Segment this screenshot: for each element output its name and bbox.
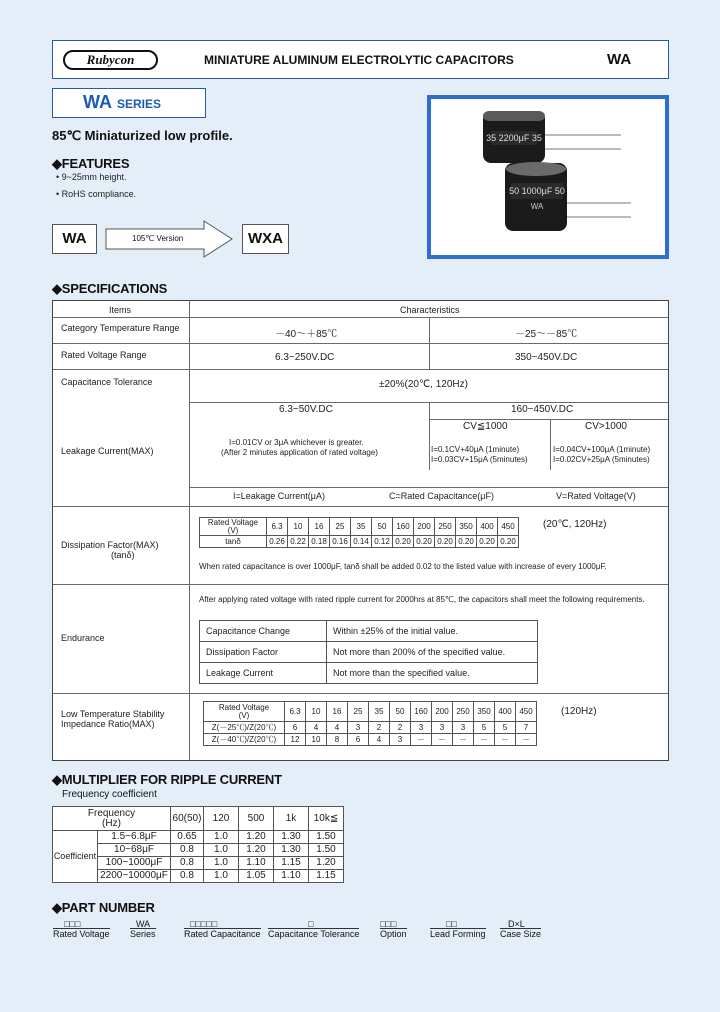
ripple-frequency: 500 bbox=[239, 807, 274, 831]
low-temp-head-cell bbox=[204, 702, 285, 722]
endurance-req: Not more than 200% of the specified value. bbox=[327, 642, 538, 663]
dissipation-row-label: tanδ bbox=[200, 536, 267, 548]
dissipation-value: 0.20 bbox=[435, 536, 456, 548]
low-temp-value: 3 bbox=[348, 722, 369, 734]
low-temp-voltage: 25 bbox=[348, 702, 369, 722]
part-number-label: Case Size bbox=[500, 929, 542, 939]
low-temp-voltage: 350 bbox=[474, 702, 495, 722]
ripple-frequency: 120 bbox=[204, 807, 239, 831]
low-temp-voltage: 450 bbox=[516, 702, 537, 722]
ripple-range: 1.5~6.8μF bbox=[98, 831, 171, 844]
ripple-value: 1.0 bbox=[204, 831, 239, 844]
dissipation-note: When rated capacitance is over 1000μF, tanδ shall be added 0.02 to the listed value with increase of every 1000μF. bbox=[199, 562, 607, 571]
ripple-value: 1.10 bbox=[274, 870, 309, 883]
low-temp-value: 12 bbox=[285, 734, 306, 746]
leakage-low-line1: I=0.01CV or 3μA whichever is greater. bbox=[229, 438, 364, 447]
dissipation-voltage: 350 bbox=[456, 518, 477, 536]
endurance-item: Leakage Current bbox=[200, 663, 327, 684]
ripple-subheading: Frequency coefficient bbox=[62, 789, 157, 800]
category-temp-right: －25～－85℃ bbox=[515, 329, 578, 340]
part-number-code: □□ bbox=[446, 919, 457, 929]
ripple-value: 1.15 bbox=[274, 857, 309, 870]
low-temp-value: 8 bbox=[327, 734, 348, 746]
capacitance-tolerance-value: ±20%(20℃, 120Hz) bbox=[379, 379, 468, 390]
dissipation-value: 0.16 bbox=[330, 536, 351, 548]
leakage-cv-low-line1: I=0.1CV+40μA (1minute) bbox=[431, 445, 520, 454]
low-temp-value: － bbox=[495, 734, 516, 746]
low-temp-label-sub: Impedance Ratio(MAX) bbox=[61, 719, 155, 729]
dissipation-voltage: 450 bbox=[498, 518, 519, 536]
header-bar bbox=[52, 40, 669, 79]
dissipation-label: Dissipation Factor(MAX) bbox=[61, 540, 159, 550]
part-number-code: D×L bbox=[508, 919, 525, 929]
category-temp-label: Category Temperature Range bbox=[61, 323, 180, 333]
dissipation-voltage: 160 bbox=[393, 518, 414, 536]
dissipation-value: 0.20 bbox=[477, 536, 498, 548]
ripple-value: 0.65 bbox=[171, 831, 204, 844]
low-temp-voltage: 50 bbox=[390, 702, 411, 722]
ripple-value: 1.20 bbox=[239, 831, 274, 844]
endurance-table bbox=[199, 620, 538, 684]
ripple-value: 1.0 bbox=[204, 870, 239, 883]
ripple-heading: ◆MULTIPLIER FOR RIPPLE CURRENT bbox=[52, 772, 282, 787]
capacitance-tolerance-label: Capacitance Tolerance bbox=[61, 377, 153, 387]
capacitor-illustration bbox=[431, 99, 665, 255]
low-temp-value: 4 bbox=[306, 722, 327, 734]
part-number-label: Rated Voltage bbox=[53, 929, 110, 939]
dissipation-value: 0.12 bbox=[372, 536, 393, 548]
leakage-legend-c: C=Rated Capacitance(μF) bbox=[389, 491, 494, 501]
part-number-label: Rated Capacitance bbox=[184, 929, 261, 939]
part-number-heading: ◆PART NUMBER bbox=[52, 900, 155, 915]
low-temp-value: 2 bbox=[369, 722, 390, 734]
low-temp-value: － bbox=[432, 734, 453, 746]
ripple-value: 1.10 bbox=[239, 857, 274, 870]
ripple-head-line2: (Hz) bbox=[102, 817, 121, 829]
ripple-frequency: 1k bbox=[274, 807, 309, 831]
ripple-value: 1.50 bbox=[309, 831, 344, 844]
leakage-label: Leakage Current(MAX) bbox=[61, 446, 154, 456]
part-number-code: □□□□□ bbox=[190, 919, 218, 929]
dissipation-value: 0.26 bbox=[267, 536, 288, 548]
leakage-cv-low-line2: I=0.03CV+15μA (5minutes) bbox=[431, 455, 528, 464]
low-temp-value: － bbox=[516, 734, 537, 746]
low-temp-voltage: 35 bbox=[369, 702, 390, 722]
ripple-value: 1.30 bbox=[274, 844, 309, 857]
part-number-code: □ bbox=[308, 919, 314, 929]
specifications-heading: ◆SPECIFICATIONS bbox=[52, 281, 168, 296]
dissipation-value: 0.20 bbox=[498, 536, 519, 548]
feature-item: • 9~25mm height. bbox=[56, 172, 127, 182]
low-temp-value: 6 bbox=[348, 734, 369, 746]
low-temp-value: 3 bbox=[411, 722, 432, 734]
endurance-intro: After applying rated voltage with rated ripple current for 2000hrs at 85℃, the capacitors shall meet the following requirements. bbox=[199, 595, 645, 604]
low-temp-value: 5 bbox=[495, 722, 516, 734]
dissipation-voltage: 200 bbox=[414, 518, 435, 536]
dissipation-condition: (20℃, 120Hz) bbox=[543, 519, 607, 530]
leakage-cv-low: CV≦1000 bbox=[463, 421, 508, 432]
part-number-code: □□□ bbox=[380, 919, 397, 929]
low-temp-head-line2: (V) bbox=[238, 710, 250, 720]
dissipation-value: 0.22 bbox=[288, 536, 309, 548]
low-temp-value: 6 bbox=[285, 722, 306, 734]
leakage-low-line2: (After 2 minutes application of rated voltage) bbox=[221, 448, 378, 457]
low-temp-voltage: 6.3 bbox=[285, 702, 306, 722]
low-temp-value: 4 bbox=[327, 722, 348, 734]
dissipation-value: 0.20 bbox=[393, 536, 414, 548]
part-number-label: Lead Forming bbox=[430, 929, 486, 939]
dissipation-voltage: 400 bbox=[477, 518, 498, 536]
brand-logo: Rubycon bbox=[63, 50, 158, 70]
low-temp-voltage: 160 bbox=[411, 702, 432, 722]
upgrade-from-box: WA bbox=[52, 224, 97, 254]
ripple-value: 1.15 bbox=[309, 870, 344, 883]
part-number-code: □□□ bbox=[64, 919, 81, 929]
rated-voltage-left: 6.3~250V.DC bbox=[275, 352, 335, 363]
rated-voltage-right: 350~450V.DC bbox=[515, 352, 578, 363]
low-temp-value: 3 bbox=[432, 722, 453, 734]
dissipation-table bbox=[199, 517, 519, 548]
dissipation-voltage: 35 bbox=[351, 518, 372, 536]
dissipation-value: 0.20 bbox=[456, 536, 477, 548]
cap1-marking: 35 2200μF 35 bbox=[486, 133, 542, 143]
dissipation-head-cell bbox=[200, 518, 267, 536]
dissipation-voltage: 25 bbox=[330, 518, 351, 536]
low-temp-voltage: 10 bbox=[306, 702, 327, 722]
ripple-value: 0.8 bbox=[171, 857, 204, 870]
ripple-value: 0.8 bbox=[171, 844, 204, 857]
ripple-table bbox=[52, 806, 344, 883]
low-temp-value: － bbox=[474, 734, 495, 746]
ripple-value: 1.05 bbox=[239, 870, 274, 883]
upgrade-to-box: WXA bbox=[242, 224, 289, 254]
endurance-item: Capacitance Change bbox=[200, 621, 327, 642]
series-badge bbox=[52, 88, 206, 118]
ripple-value: 1.20 bbox=[309, 857, 344, 870]
ripple-coef-label: Coefficient bbox=[53, 831, 98, 883]
low-temp-value: 7 bbox=[516, 722, 537, 734]
low-temp-voltage: 250 bbox=[453, 702, 474, 722]
part-number-label: Series bbox=[130, 929, 156, 939]
series-code: WA bbox=[607, 51, 632, 68]
part-number-label: Capacitance Tolerance bbox=[268, 929, 360, 939]
dissipation-head-line2: (V) bbox=[227, 525, 239, 535]
part-number-label: Option bbox=[380, 929, 407, 939]
low-temp-value: 4 bbox=[369, 734, 390, 746]
series-mark: WA bbox=[530, 202, 544, 211]
low-temp-value: 5 bbox=[474, 722, 495, 734]
specifications-table bbox=[52, 300, 669, 761]
endurance-item: Dissipation Factor bbox=[200, 642, 327, 663]
category-temp-left: －40～＋85℃ bbox=[275, 329, 338, 340]
col-items-header: Items bbox=[109, 305, 132, 315]
page-title: MINIATURE ALUMINUM ELECTROLYTIC CAPACITORS bbox=[204, 53, 514, 67]
low-temp-voltage: 200 bbox=[432, 702, 453, 722]
leakage-cv-high-line2: I=0.02CV+25μA (5minutes) bbox=[553, 455, 650, 464]
low-temp-table bbox=[203, 701, 537, 746]
leakage-legend-v: V=Rated Voltage(V) bbox=[556, 491, 636, 501]
dissipation-voltage: 50 bbox=[372, 518, 393, 536]
rated-voltage-label: Rated Voltage Range bbox=[61, 350, 147, 360]
cap2-marking: 50 1000μF 50 bbox=[509, 186, 565, 196]
tagline: 85℃ Miniaturized low profile. bbox=[52, 128, 233, 143]
low-temp-head-line1: Rated Voltage bbox=[218, 702, 270, 712]
dissipation-voltage: 10 bbox=[288, 518, 309, 536]
series-badge-code: WA bbox=[83, 92, 112, 112]
ripple-head-line1: Frequency bbox=[87, 807, 136, 819]
ripple-value: 1.20 bbox=[239, 844, 274, 857]
feature-text: 9~25mm height. bbox=[61, 172, 127, 182]
ripple-range: 10~68μF bbox=[98, 844, 171, 857]
upgrade-arrow-label: 105℃ Version bbox=[132, 234, 184, 243]
ripple-value: 0.8 bbox=[171, 870, 204, 883]
dissipation-voltage: 16 bbox=[309, 518, 330, 536]
part-number-code: WA bbox=[136, 919, 151, 929]
low-temp-row1-label: Z(－25℃)/Z(20℃) bbox=[204, 722, 285, 734]
leakage-range-low: 6.3~50V.DC bbox=[279, 404, 333, 415]
endurance-label: Endurance bbox=[61, 633, 105, 643]
ripple-range: 2200~10000μF bbox=[98, 870, 171, 883]
low-temp-value: 2 bbox=[390, 722, 411, 734]
col-characteristics-header: Characteristics bbox=[400, 305, 460, 315]
dissipation-value: 0.20 bbox=[414, 536, 435, 548]
dissipation-value: 0.18 bbox=[309, 536, 330, 548]
endurance-req: Not more than the specified value. bbox=[327, 663, 538, 684]
leakage-cv-high-line1: I=0.04CV+100μA (1minute) bbox=[553, 445, 651, 454]
low-temp-value: 3 bbox=[453, 722, 474, 734]
low-temp-row2-label: Z(－40℃)/Z(20℃) bbox=[204, 734, 285, 746]
low-temp-value: － bbox=[453, 734, 474, 746]
feature-text: RoHS compliance. bbox=[61, 189, 137, 199]
ripple-range: 100~1000μF bbox=[98, 857, 171, 870]
dissipation-value: 0.14 bbox=[351, 536, 372, 548]
ripple-frequency: 60(50) bbox=[171, 807, 204, 831]
low-temp-voltage: 400 bbox=[495, 702, 516, 722]
series-badge-label: SERIES bbox=[117, 97, 162, 111]
ripple-value: 1.0 bbox=[204, 857, 239, 870]
ripple-head-cell bbox=[53, 807, 171, 831]
low-temp-value: － bbox=[411, 734, 432, 746]
low-temp-value: 3 bbox=[390, 734, 411, 746]
product-photo bbox=[427, 95, 669, 259]
low-temp-condition: (120Hz) bbox=[561, 706, 597, 717]
feature-item: • RoHS compliance. bbox=[56, 189, 137, 199]
ripple-value: 1.50 bbox=[309, 844, 344, 857]
features-heading: ◆FEATURES bbox=[52, 156, 130, 171]
endurance-req: Within ±25% of the initial value. bbox=[327, 621, 538, 642]
ripple-value: 1.30 bbox=[274, 831, 309, 844]
low-temp-value: 10 bbox=[306, 734, 327, 746]
low-temp-voltage: 16 bbox=[327, 702, 348, 722]
dissipation-voltage: 6.3 bbox=[267, 518, 288, 536]
low-temp-label: Low Temperature Stability bbox=[61, 709, 165, 719]
dissipation-head-line1: Rated Voltage bbox=[207, 517, 259, 527]
leakage-range-high: 160~450V.DC bbox=[511, 404, 574, 415]
ripple-value: 1.0 bbox=[204, 844, 239, 857]
leakage-legend-i: I=Leakage Current(μA) bbox=[233, 491, 325, 501]
dissipation-label-sub: (tanδ) bbox=[111, 550, 135, 560]
dissipation-voltage: 250 bbox=[435, 518, 456, 536]
leakage-cv-high: CV>1000 bbox=[585, 421, 627, 432]
ripple-frequency: 10k≦ bbox=[309, 807, 344, 831]
